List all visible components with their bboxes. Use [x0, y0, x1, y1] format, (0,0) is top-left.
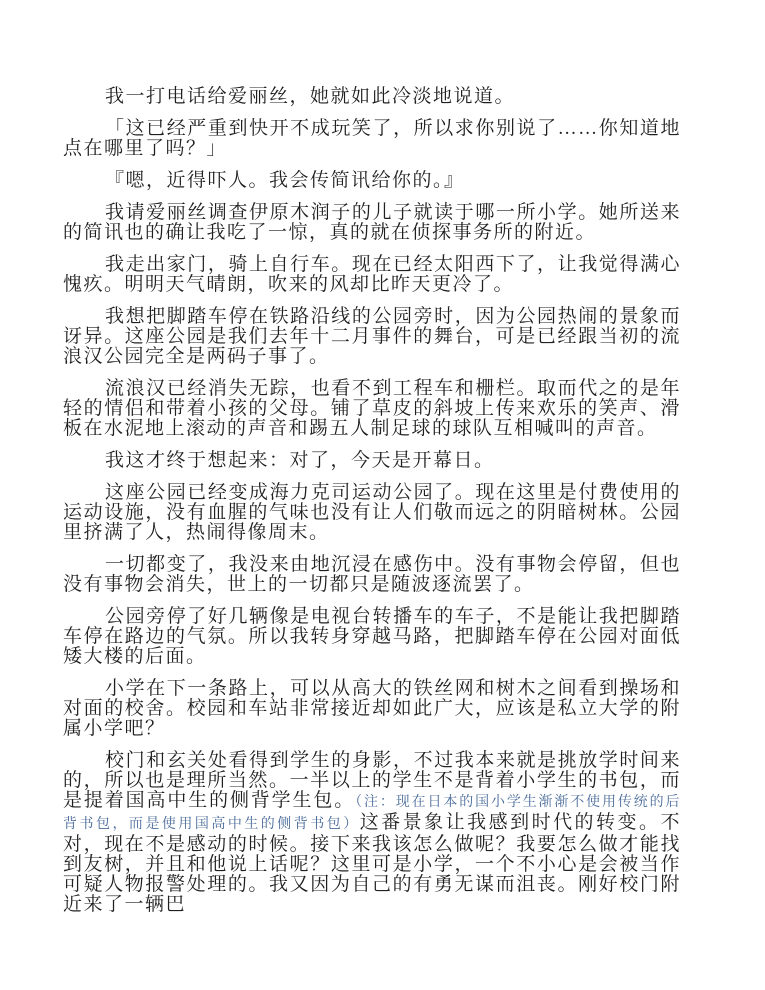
- page-text: [63, 87, 681, 915]
- paragraph-text: 我一打电话给爱丽丝，她就如此冷淡地说道。: [105, 86, 516, 107]
- paragraph: [63, 751, 681, 915]
- paragraph: [63, 307, 681, 367]
- paragraph: [63, 379, 681, 439]
- paragraph-text: 校门和玄关处看得到学生的身影，不过我本来就是挑放学时间来的，所以也是理所当然。一半以上的学生不是背着小学生的书包，而是提着国高中生的侧背学生包。: [63, 750, 681, 811]
- paragraph-text: 我请爱丽丝调查伊原木润子的儿子就读于哪一所小学。她所送来的简讯也的确让我吃了一惊，真的就在侦探事务所的附近。: [63, 202, 681, 243]
- paragraph: [63, 679, 681, 739]
- paragraph: [63, 555, 681, 595]
- paragraph-text: 我这才终于想起来：对了，今天是开幕日。: [105, 450, 495, 471]
- paragraph-text: 小学在下一条路上，可以从高大的铁丝网和树木之间看到操场和对面的校舍。校园和车站非常接近却如此广大，应该是私立大学的附属小学吧？: [63, 678, 681, 739]
- paragraph-text: 这座公园已经变成海力克司运动公园了。现在这里是付费使用的运动设施，没有血腥的气味也没有让人们敬而远之的阴暗树林。公园里挤满了人，热闹得像周末。: [63, 482, 681, 543]
- inline-annotation: （注：现在日本的国小学生渐渐不使用传统的后背书包，而是使用国高中生的侧背书包）: [63, 795, 681, 832]
- paragraph-text: 一切都变了，我没来由地沉浸在感伤中。没有事物会停留，但也没有事物会消失，世上的一切都只是随波逐流罢了。: [63, 554, 681, 595]
- paragraph: [63, 255, 681, 295]
- paragraph-text: 公园旁停了好几辆像是电视台转播车的车子，不是能让我把脚踏车停在路边的气氛。所以我转身穿越马路，把脚踏车停在公园对面低矮大楼的后面。: [63, 606, 681, 667]
- paragraph-text: 流浪汉已经消失无踪，也看不到工程车和栅栏。取而代之的是年轻的情侣和带着小孩的父母。铺了草皮的斜坡上传来欢乐的笑声、滑板在水泥地上滚动的声音和踢五人制足球的球队互相喊叫的声音。: [63, 378, 681, 439]
- paragraph: [63, 451, 681, 471]
- paragraph-text: 「这已经严重到快开不成玩笑了，所以求你别说了……你知道地点在哪里了吗？」: [63, 118, 681, 159]
- paragraph: [63, 607, 681, 667]
- paragraph: [63, 483, 681, 543]
- paragraph: [63, 171, 681, 191]
- paragraph-text: 我走出家门，骑上自行车。现在已经太阳西下了，让我觉得满心愧疚。明明天气晴朗，吹来的风却比昨天更冷了。: [63, 254, 681, 295]
- paragraph: [63, 119, 681, 159]
- paragraph-text: 我想把脚踏车停在铁路沿线的公园旁时，因为公园热闹的景象而讶异。这座公园是我们去年十二月事件的舞台，可是已经跟当初的流浪汉公园完全是两码子事了。: [63, 306, 681, 367]
- paragraph-text: 『嗯，近得吓人。我会传简讯给你的。』: [105, 170, 465, 191]
- paragraph-text: 这番景象让我感到时代的转变。不对，现在不是感动的时候。接下来我该怎么做呢？我要怎么做才能找到友树，并且和他说上话呢？这里可是小学，一个不小心是会被当作可疑人物报警处理的。我又因为自己的有勇无谋而沮丧。刚好校门附近来了一辆巴: [63, 812, 681, 915]
- paragraph: [63, 203, 681, 243]
- paragraph: [63, 87, 681, 107]
